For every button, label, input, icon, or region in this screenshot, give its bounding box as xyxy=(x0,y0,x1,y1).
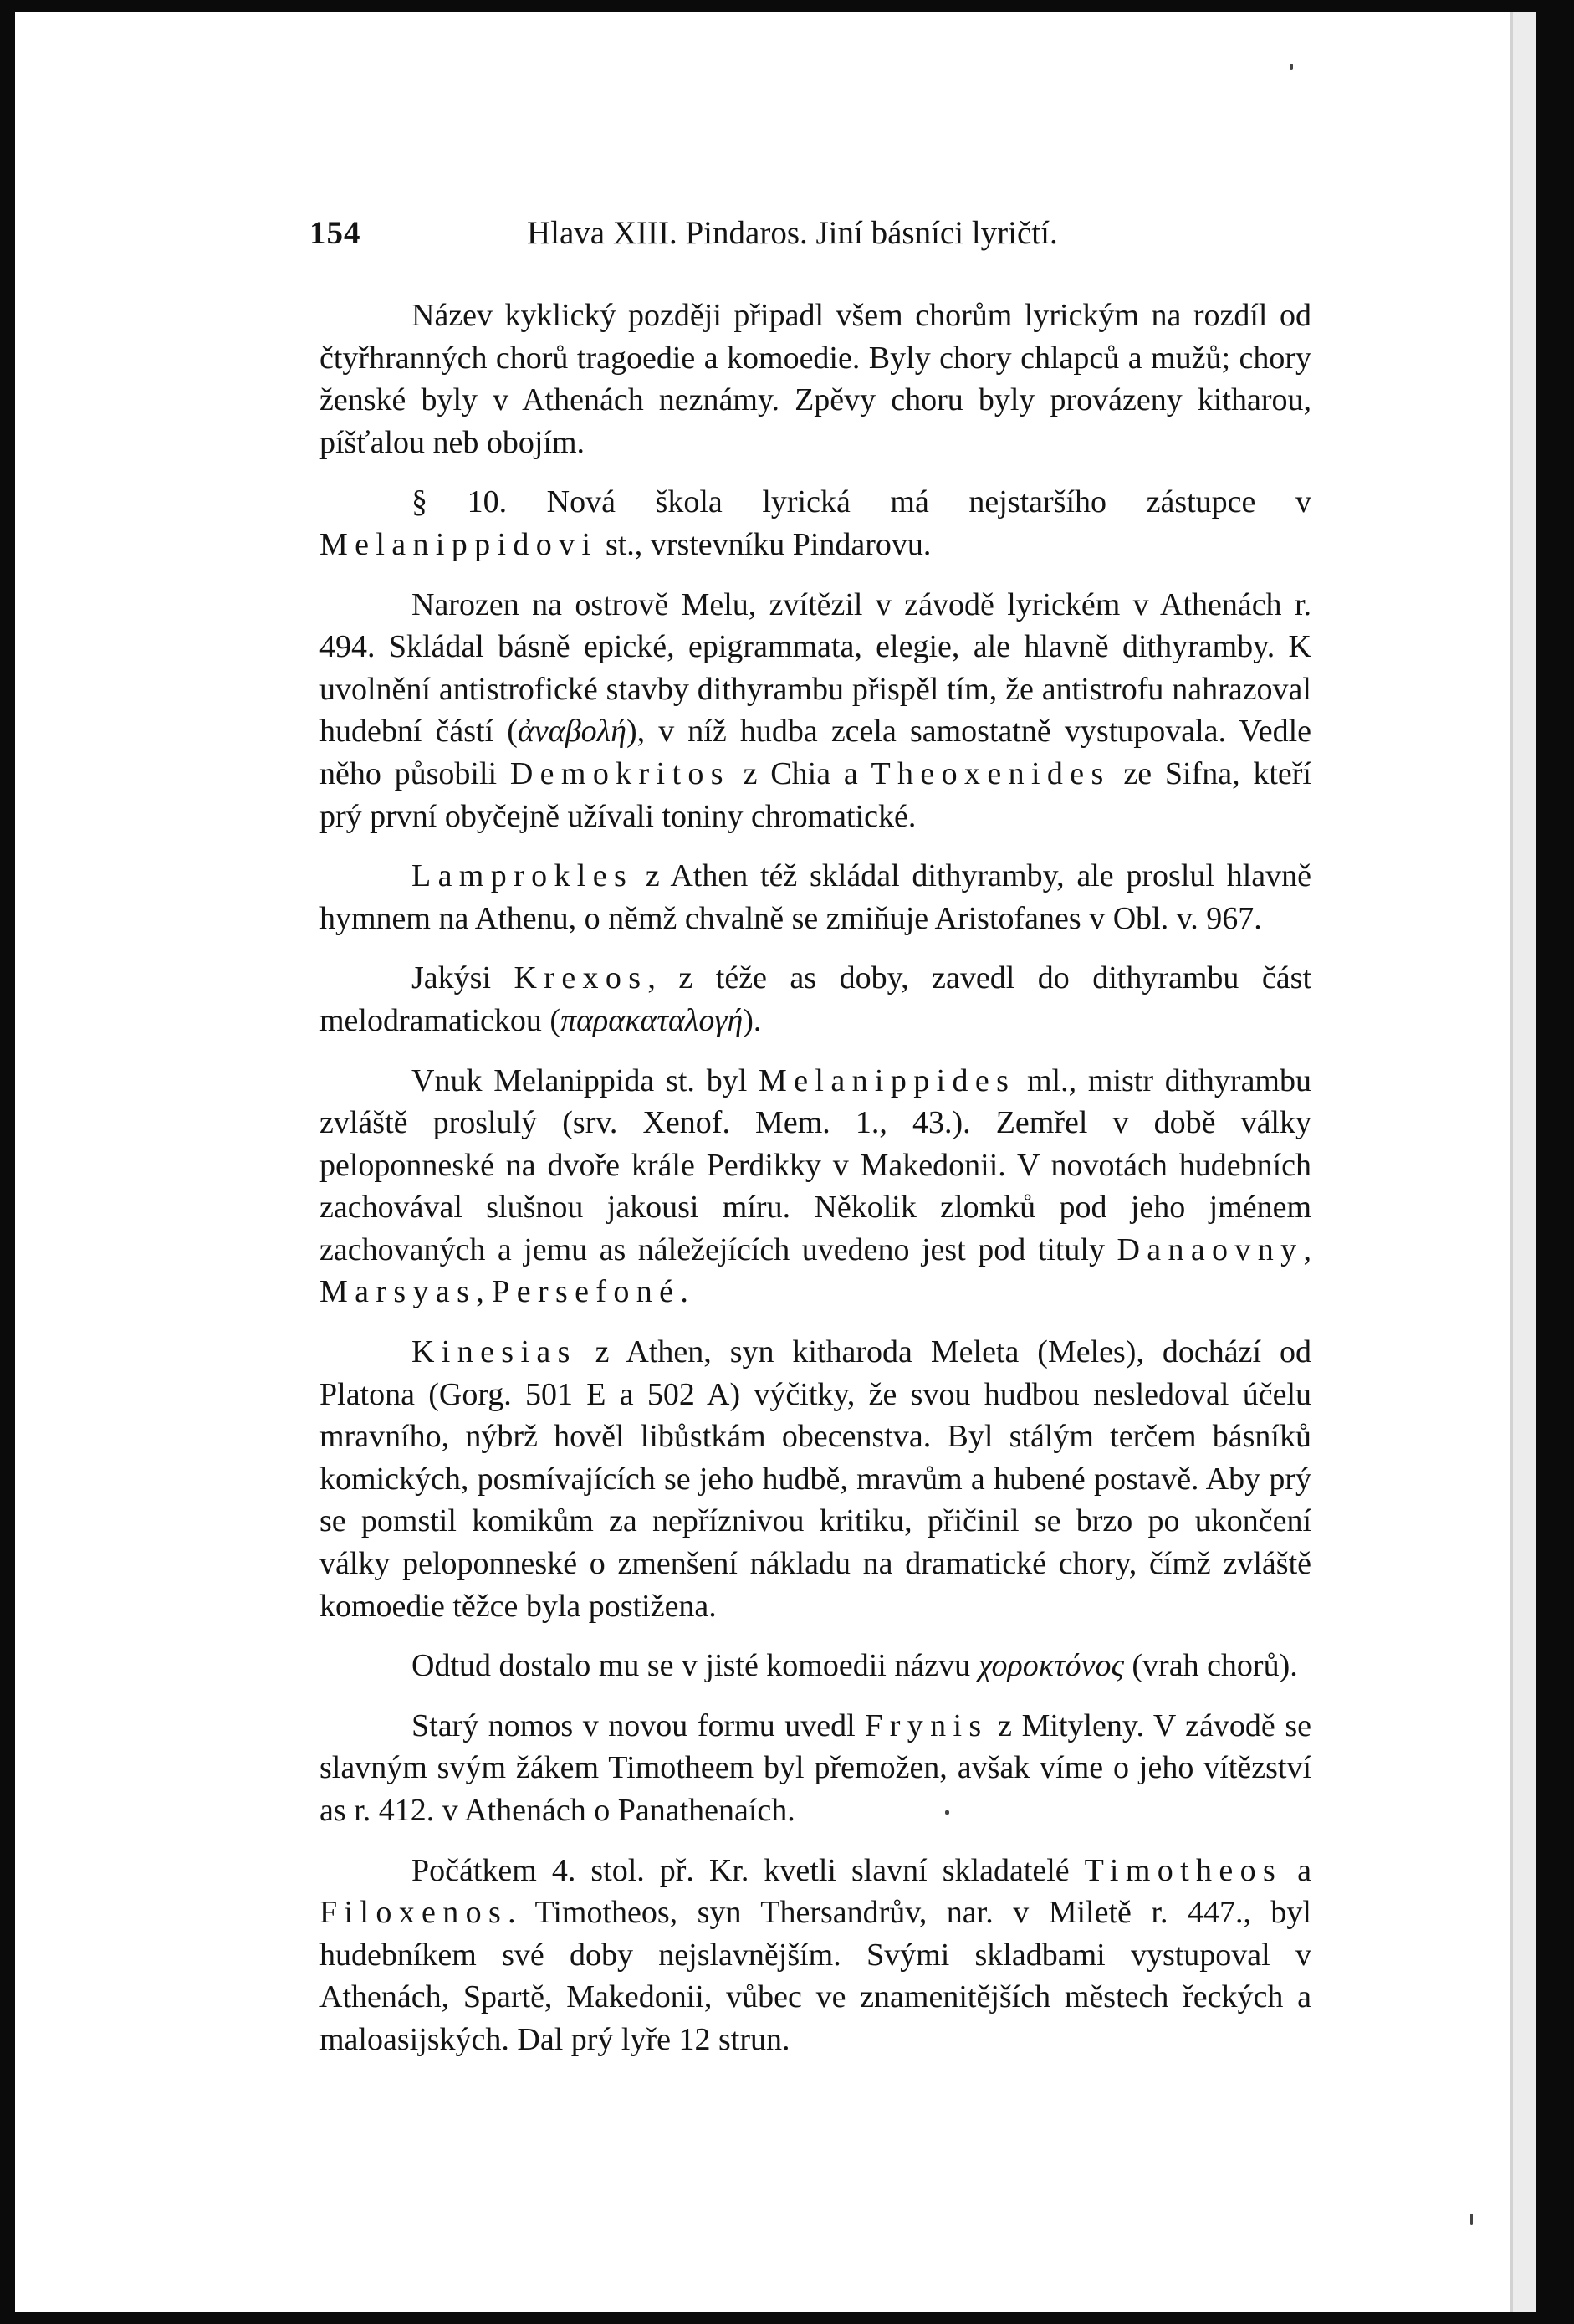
spaced-name: Melanippides xyxy=(759,1062,1016,1098)
paragraph: Vnuk Melanippida st. byl Melanippides ml., mistr dithyrambu zvláště proslulý (srv. Xenof. Mem. 1., 43.). Zemřel v době války peloponneské na dvoře krále Perdikky v Makedonii. V novotách hudebních zachovával slušnou jakousi míru. Několik zlomků pod jeho jménem zachovaných a jemu as náležejících uvedeno jest pod tituly Danaovny, Marsyas, Persefoné. xyxy=(319,1062,1311,1310)
paragraph: Kinesias z Athen, syn kitharoda Meleta (Meles), dochází od Platona (Gorg. 501 E a 502 A) výčitky, že svou hudbou nesledoval účelu mravního, nýbrž hověl libůstkám obecenstva. Byl stálým terčem básníků komických, posmívajících se jeho hudbě, mravům a hubené postavě. Aby prý se pomstil komikům za nepříznivou kritiku, přičinil se brzo po ukončení války peloponneské o zmenšení nákladu na dramatické chory, čímž zvláště komoedie těžce byla postižena. xyxy=(319,1334,1311,1624)
spaced-name: Lamprokles xyxy=(411,858,634,894)
spaced-name: Demokritos xyxy=(509,755,730,791)
spaced-name: Melanippidovi xyxy=(319,526,598,562)
spaced-name: Persefoné xyxy=(492,1274,681,1310)
spaced-name: Theoxenides xyxy=(871,755,1111,791)
greek-term: χοροκτόνος xyxy=(978,1648,1124,1684)
paragraph: Počátkem 4. stol. př. Kr. kvetli slavní skladatelé Timotheos a Filoxenos. Timotheos, syn Thersandrův, nar. v Miletě r. 447., byl hudebníkem své doby nejslavnějším. Svými skladbami vystupoval v Athenách, Spartě, Makedonii, vůbec ve znamenitějších městech řeckých a maloasijských. Dal prý lyře 12 strun. xyxy=(319,1852,1311,2057)
paragraph: Název kyklický později připadl všem chorům lyrickým na rozdíl od čtyřhranných chorů tragoedie a komoedie. Byly chory chlapců a mužů; chory ženské byly v Athenách neznámy. Zpěvy choru byly provázeny kitharou, píšťalou neb obojím. xyxy=(319,298,1311,460)
greek-term: παρακαταλογή xyxy=(560,1002,744,1038)
body-text xyxy=(319,294,1311,2079)
scan-speck xyxy=(1470,2214,1473,2225)
spaced-name: Frynis xyxy=(865,1707,989,1743)
spaced-name: Timotheos xyxy=(1084,1852,1283,1888)
running-title: Hlava XIII. Pindaros. Jiní básníci lyričtí. xyxy=(527,215,1058,251)
scan-speck xyxy=(1290,64,1293,70)
spaced-name: Kinesias xyxy=(411,1334,577,1370)
greek-term: ἀναβολή xyxy=(517,714,626,750)
book-page xyxy=(15,12,1510,2312)
page-edge xyxy=(1510,12,1536,2312)
spaced-name: Danaovny xyxy=(1117,1231,1304,1267)
spaced-name: Krexos xyxy=(514,960,648,996)
paragraph: Odtud dostalo mu se v jisté komoedii názvu χοροκτόνος (vrah chorů). xyxy=(411,1648,1298,1684)
spaced-name: Filoxenos xyxy=(319,1895,508,1931)
page-number: 154 xyxy=(309,215,361,251)
scan-speck xyxy=(945,1810,949,1815)
paragraph: Starý nomos v novou formu uvedl Frynis z Mityleny. V závodě se slavným svým žákem Timotheem byl přemožen, avšak víme o jeho vítězství as r. 412. v Athenách o Panathenaích. xyxy=(319,1707,1311,1828)
paragraph: § 10. Nová škola lyrická má nejstaršího zástupce v Melanippidovi st., vrstevníku Pindarovu. xyxy=(319,484,1311,562)
paragraph: Jakýsi Krexos, z téže as doby, zavedl do dithyrambu část melodramatickou (παρακαταλογή). xyxy=(319,960,1312,1038)
paragraph: Narozen na ostrově Melu, zvítězil v závodě lyrickém v Athenách r. 494. Skládal básně epické, epigrammata, elegie, ale hlavně dithyramby. K uvolnění antistrofické stavby dithyrambu přispěl tím, že antistrofu nahrazoval hudební částí (ἀναβολή), v níž hudba zcela samostatně vystupovala. Vedle něho působili Demokritos z Chia a Theoxenides ze Sifna, kteří prý první obyčejně užívali toniny chromatické. xyxy=(319,586,1311,834)
paragraph: Lamprokles z Athen též skládal dithyramby, ale proslul hlavně hymnem na Athenu, o němž chvalně se zmiňuje Aristofanes v Obl. v. 967. xyxy=(319,858,1311,936)
spaced-name: Marsyas xyxy=(319,1274,477,1310)
